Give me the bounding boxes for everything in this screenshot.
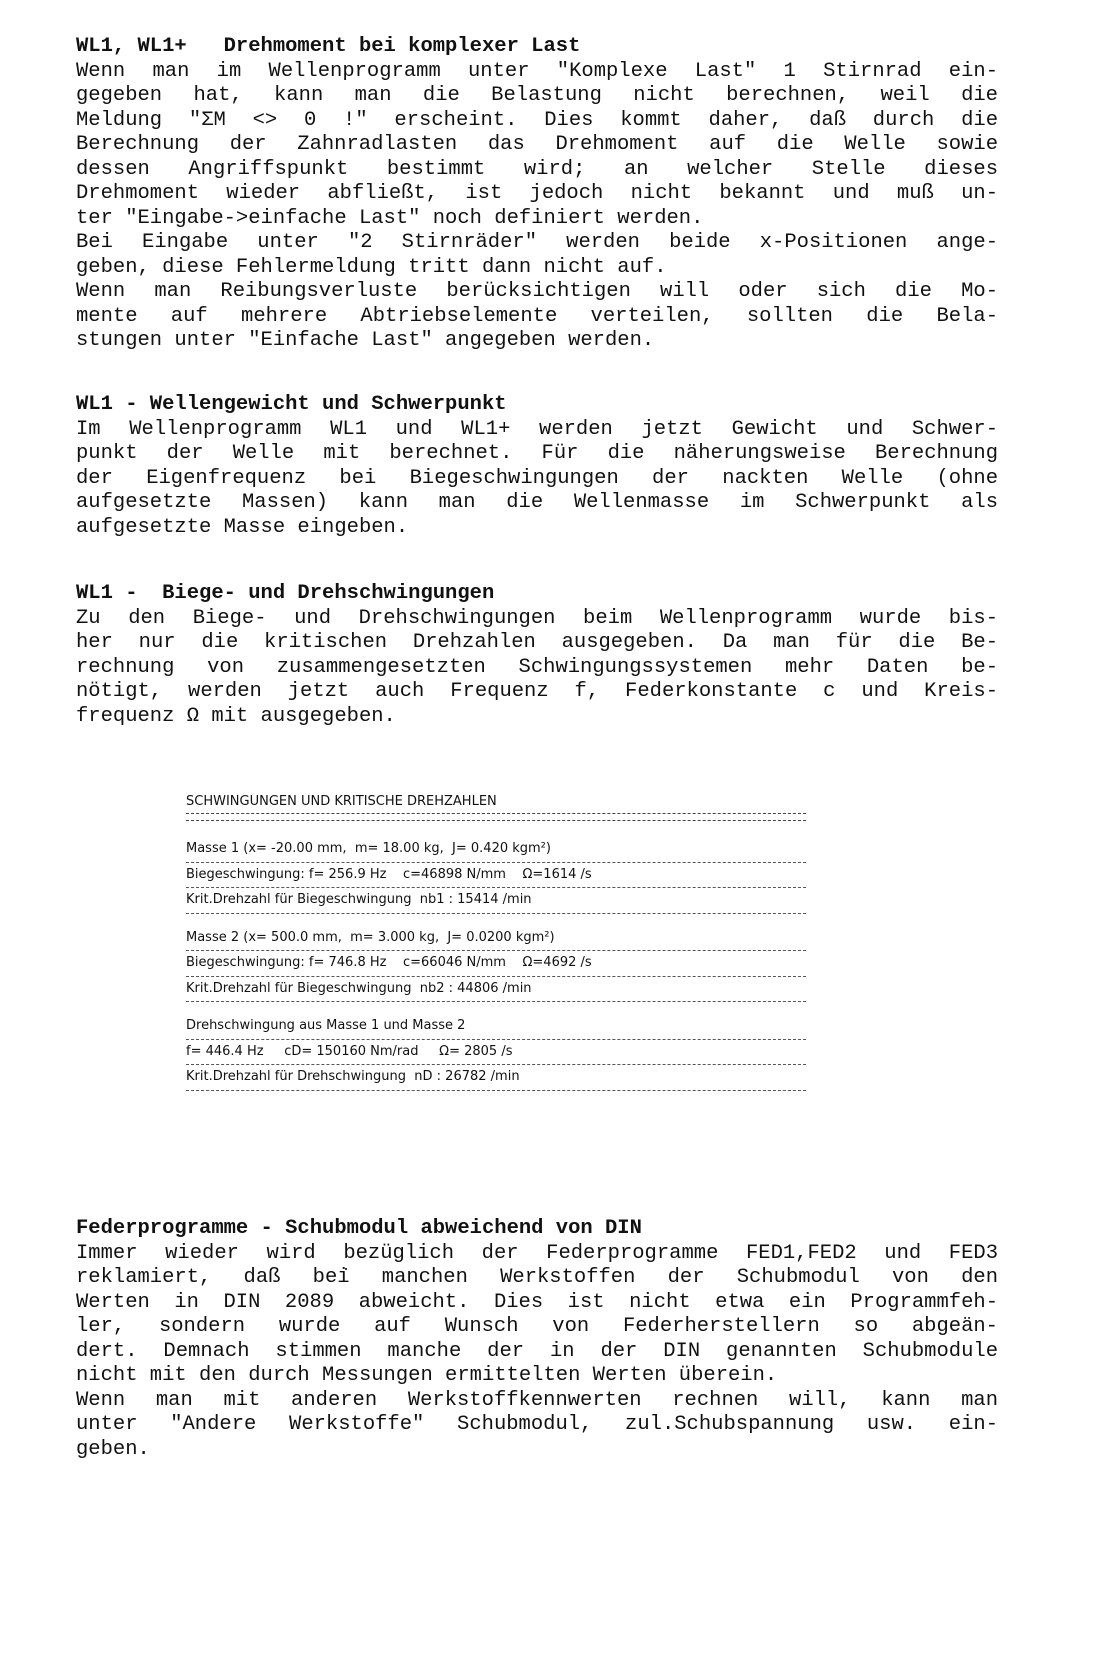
- text-line: nötigt, werden jetzt auch Frequenz f, Federkonstante c und Kreis-: [76, 680, 998, 703]
- dashed-divider: [186, 1090, 806, 1091]
- text-line: Immer wieder wird bezüglich der Federprogramme FED1,FED2 und FED3: [76, 1241, 998, 1265]
- text-line: punkt der Welle mit berechnet. Für die näherungsweise Berechnung: [76, 442, 998, 465]
- table-title: SCHWINGUNGEN UND KRITISCHE DREHZAHLEN: [186, 794, 497, 809]
- text-line: aufgesetzte Masse eingeben.: [76, 515, 409, 539]
- text-line: Werten in DIN 2089 abweicht. Dies ist nicht etwa ein Programmfeh-: [76, 1290, 998, 1314]
- table-row: f= 446.4 Hz cD= 150160 Nm/rad Ω= 2805 /s: [186, 1043, 513, 1059]
- text-line: unter "Andere Werkstoffe" Schubmodul, zul.Schubspannung usw. ein-: [76, 1413, 998, 1436]
- section-wellengewicht: [76, 393, 998, 540]
- section-drehmoment: [76, 35, 998, 354]
- text-line: geben.: [76, 1437, 150, 1461]
- text-line: nicht mit den durch Messungen ermittelten Werten überein.: [76, 1364, 778, 1387]
- result-table: [186, 793, 806, 1091]
- group-gap: [186, 1002, 806, 1014]
- section-body: [76, 607, 998, 730]
- text-line: dert. Demnach stimmen manche der in der DIN genannten Schubmodule: [76, 1339, 998, 1363]
- text-line: Berechnung der Zahnradlasten das Drehmoment auf die Welle sowie: [76, 133, 998, 156]
- text-line: gegeben hat, kann man die Belastung nicht berechnen, weil die: [76, 84, 998, 107]
- table-row: Krit.Drehzahl für Drehschwingung nD : 26782 /min: [186, 1069, 520, 1084]
- text-line: Wenn man mit anderen Werkstoffkennwerten rechnen will, kann man: [76, 1388, 998, 1412]
- section-heading: WL1 - Biege- und Drehschwingungen: [76, 582, 495, 605]
- section-heading: Federprogramme - Schubmodul abweichend von DIN: [76, 1217, 642, 1240]
- section-schwingungen: [76, 582, 998, 729]
- section-heading: WL1 - Wellengewicht und Schwerpunkt: [76, 393, 507, 416]
- text-line: frequenz Ω mit ausgegeben.: [76, 704, 396, 728]
- text-line: mente auf mehrere Abtriebselemente verteilen, sollten die Bela-: [76, 304, 998, 328]
- double-divider: [186, 813, 806, 821]
- text-line: Meldung "ΣM <> 0 !" erscheint. Dies kommt daher, daß durch die: [76, 108, 998, 132]
- text-line: Bei Eingabe unter "2 Stirnräder" werden beide x-Positionen ange-: [76, 231, 998, 254]
- text-line: rechnung von zusammengesetzten Schwingungssystemen mehr Daten be-: [76, 655, 998, 679]
- text-line: Zu den Biege- und Drehschwingungen beim Wellenprogramm wurde bis-: [76, 606, 998, 630]
- text-line: ter "Eingabe->einfache Last" noch definiert werden.: [76, 206, 704, 230]
- group-gap: [186, 914, 806, 926]
- section-body: [76, 60, 998, 354]
- text-line: Wenn man Reibungsverluste berücksichtigen will oder sich die Mo-: [76, 280, 998, 303]
- text-line: reklamiert, daß bei manchen Werkstoffen der Schubmodul von den: [76, 1266, 998, 1289]
- text-line: geben, diese Fehlermeldung tritt dann nicht auf.: [76, 255, 667, 279]
- text-line: ler, sondern wurde auf Wunsch von Federherstellern so abgeän-: [76, 1315, 998, 1338]
- text-line: stungen unter "Einfache Last" angegeben werden.: [76, 329, 655, 352]
- table-row: Masse 2 (x= 500.0 mm, m= 3.000 kg, J= 0.0200 kgm²): [186, 929, 555, 945]
- table-row: Krit.Drehzahl für Biegeschwingung nb2 : 44806 /min: [186, 980, 532, 996]
- table-row: Biegeschwingung: f= 746.8 Hz c=66046 N/mm Ω=4692 /s: [186, 955, 592, 970]
- text-line: der Eigenfrequenz bei Biegeschwingungen der nackten Welle (ohne: [76, 466, 998, 490]
- section-body: [76, 418, 998, 541]
- section-body: [76, 1242, 998, 1463]
- section-heading: WL1, WL1+ Drehmoment bei komplexer Last: [76, 35, 581, 58]
- text-line: Wenn man im Wellenprogramm unter "Komplexe Last" 1 Stirnrad ein-: [76, 59, 998, 83]
- text-line: Drehmoment wieder abfließt, ist jedoch nicht bekannt und muß un-: [76, 182, 998, 205]
- table-row: Drehschwingung aus Masse 1 und Masse 2: [186, 1018, 466, 1033]
- section-federprogramme: [76, 1217, 998, 1462]
- text-line: dessen Angriffspunkt bestimmt wird; an welcher Stelle dieses: [76, 157, 998, 181]
- table-row: Krit.Drehzahl für Biegeschwingung nb1 : 15414 /min: [186, 892, 532, 907]
- text-line: aufgesetzte Massen) kann man die Wellenmasse im Schwerpunkt als: [76, 491, 998, 514]
- text-line: her nur die kritischen Drehzahlen ausgegeben. Da man für die Be-: [76, 631, 998, 654]
- table-row: Biegeschwingung: f= 256.9 Hz c=46898 N/mm Ω=1614 /s: [186, 866, 592, 882]
- table-groups: [186, 837, 806, 1091]
- table-row: Masse 1 (x= -20.00 mm, m= 18.00 kg, J= 0.420 kgm²): [186, 841, 551, 856]
- text-line: Im Wellenprogramm WL1 und WL1+ werden jetzt Gewicht und Schwer-: [76, 417, 998, 441]
